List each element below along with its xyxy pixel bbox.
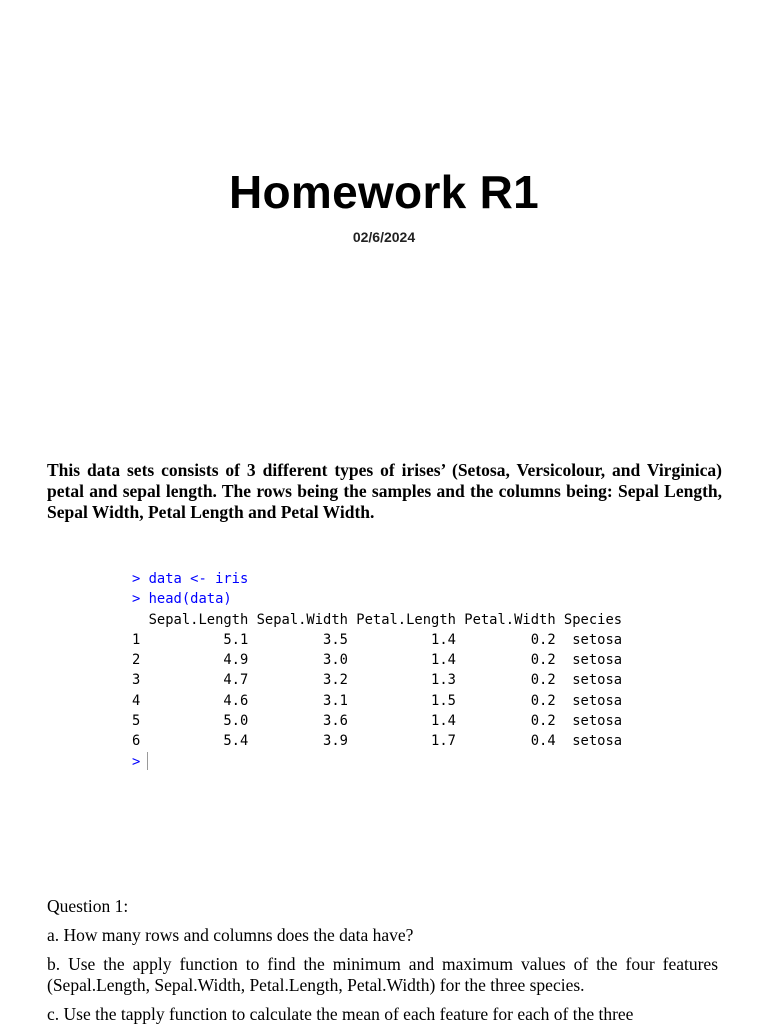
intro-paragraph: This data sets consists of 3 different types of irises’ (Setosa, Versicolour, and Virginica) petal and sepal length. The rows being the samples and the columns being: Sepal Length, Sepal Width, Petal Length and Petal Width. — [47, 460, 722, 522]
console-prompt: > — [132, 753, 141, 770]
console-command: > data <- iris — [132, 571, 249, 587]
console-table-header: Sepal.Length Sepal.Width Petal.Length Petal.Width Species — [132, 611, 623, 628]
question-item-c: c. Use the tapply function to calculate the mean of each feature for each of the three — [47, 1004, 634, 1024]
console-table-row: 3 4.7 3.2 1.3 0.2 setosa — [132, 672, 623, 689]
question-heading: Question 1: — [47, 896, 129, 916]
questions-section — [47, 896, 718, 1033]
r-console-output — [132, 569, 622, 772]
text-cursor — [147, 752, 148, 770]
console-table-row: 2 4.9 3.0 1.4 0.2 setosa — [132, 652, 623, 669]
console-table-row: 1 5.1 3.5 1.4 0.2 setosa — [132, 631, 623, 648]
console-table-row: 5 5.0 3.6 1.4 0.2 setosa — [132, 713, 623, 730]
console-table-row: 6 5.4 3.9 1.7 0.4 setosa — [132, 733, 623, 750]
question-item-b: b. Use the apply function to find the minimum and maximum values of the four features (Sepal.Length, Sepal.Width, Petal.Length, Petal.Width) for the three species. — [47, 954, 718, 995]
page-date: 02/6/2024 — [352, 229, 416, 245]
question-item-a: a. How many rows and columns does the data have? — [47, 925, 414, 945]
page-title: Homework R1 — [228, 166, 540, 218]
console-table-row: 4 4.6 3.1 1.5 0.2 setosa — [132, 692, 623, 709]
console-command: > head(data) — [132, 591, 232, 608]
